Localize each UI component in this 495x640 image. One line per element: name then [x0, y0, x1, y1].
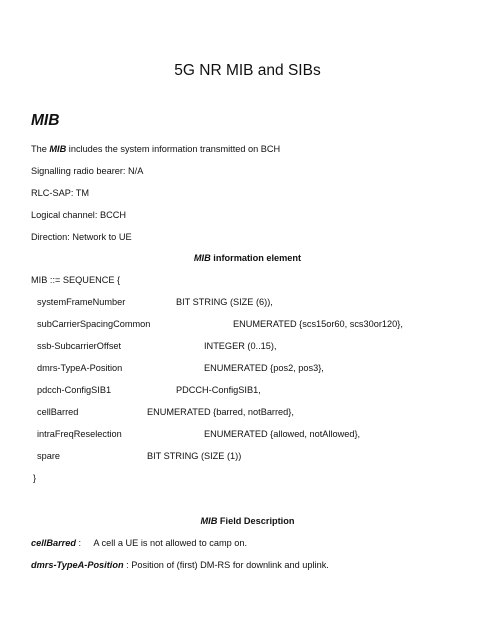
asn-field-name: ssb-SubcarrierOffset: [37, 341, 122, 351]
description-cellbarred: [31, 538, 247, 548]
asn-field-type: ENUMERATED {scs15or60, scs30or120},: [233, 319, 403, 329]
asn-field-name: intraFreqReselection: [37, 429, 122, 439]
field-desc-caption-emphasis: MIB: [200, 516, 218, 526]
description-term: cellBarred: [31, 538, 76, 548]
asn-field-type: ENUMERATED {allowed, notAllowed},: [204, 429, 361, 439]
asn-field-type: ENUMERATED {barred, notBarred},: [147, 407, 294, 417]
intro-paragraph: [31, 144, 280, 154]
description-dmrs: [31, 560, 329, 570]
asn-field-name: dmrs-TypeA-Position: [37, 363, 123, 373]
description-text: Position of (first) DM-RS for downlink and uplink.: [131, 560, 329, 570]
asn-open: MIB ::= SEQUENCE {: [31, 275, 121, 285]
asn-field-type: BIT STRING (SIZE (6)),: [176, 297, 273, 307]
ie-caption-rest: information element: [210, 253, 302, 263]
ie-caption: [0, 253, 495, 263]
description-separator: :: [123, 560, 132, 570]
property-direction: Direction: Network to UE: [31, 232, 132, 242]
section-heading: MIB: [31, 112, 60, 129]
asn-field-type: BIT STRING (SIZE (1)): [147, 451, 242, 461]
asn-field-type: ENUMERATED {pos2, pos3},: [204, 363, 324, 373]
asn-field-name: systemFrameNumber: [37, 297, 126, 307]
property-logical-channel: Logical channel: BCCH: [31, 210, 126, 220]
asn-field-name: subCarrierSpacingCommon: [37, 319, 151, 329]
property-rlc-sap: RLC-SAP: TM: [31, 188, 90, 198]
ie-caption-emphasis: MIB: [193, 253, 211, 263]
intro-emphasis: MIB: [49, 144, 67, 154]
asn-field-type: PDCCH-ConfigSIB1,: [176, 385, 261, 395]
description-separator: :: [75, 538, 94, 548]
asn-field-name: spare: [37, 451, 60, 461]
page-title: 5G NR MIB and SIBs: [174, 62, 321, 79]
intro-suffix: includes the system information transmitted on BCH: [66, 144, 281, 154]
property-srb: Signalling radio bearer: N/A: [31, 166, 144, 176]
asn-field-name: pdcch-ConfigSIB1: [37, 385, 112, 395]
field-desc-caption-rest: Field Description: [217, 516, 295, 526]
description-text: A cell a UE is not allowed to camp on.: [93, 538, 248, 548]
field-description-caption: [0, 516, 495, 526]
asn-close: }: [33, 473, 37, 483]
asn-field-name: cellBarred: [37, 407, 79, 417]
asn-field-type: INTEGER (0..15),: [204, 341, 277, 351]
intro-prefix: The: [31, 144, 50, 154]
description-term: dmrs-TypeA-Position: [31, 560, 124, 570]
